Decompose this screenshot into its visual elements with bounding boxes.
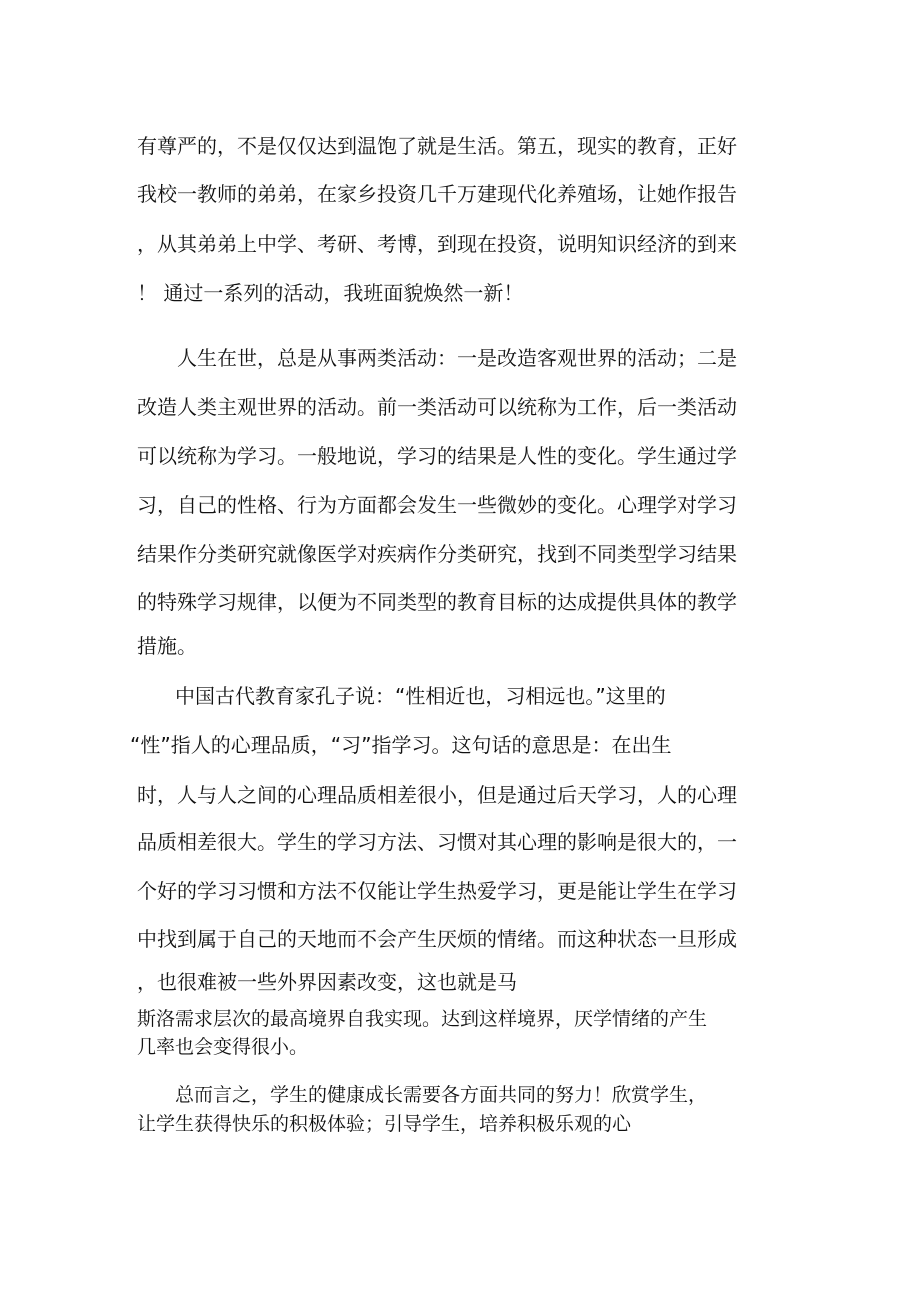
text-line: 个好的学习习惯和方法不仅能让学生热爱学习，更是能让学生在学习 [137, 879, 737, 903]
text-line: 人生在世，总是从事两类活动：一是改造客观世界的活动；二是 [177, 346, 737, 370]
text-line: 的特殊学习规律，以便为不同类型的教育目标的达成提供具体的教学 [137, 590, 737, 614]
text-line: 总而言之，学生的健康成长需要各方面共同的努力！欣赏学生， [175, 1084, 708, 1106]
text-line: 品质相差很大。学生的学习方法、习惯对其心理的影响是很大的，一 [137, 830, 737, 854]
text-line: 结果作分类研究就像医学对疾病作分类研究，找到不同类型学习结果 [137, 542, 737, 566]
text-line: 斯洛需求层次的最高境界自我实现。达到这样境界，厌学情绪的产生 [137, 1008, 708, 1030]
text-line: 时，人与人之间的心理品质相差很小，但是通过后天学习，人的心理 [137, 783, 737, 807]
text-line: ，也很难被一些外界因素改变，这也就是马 [137, 970, 517, 994]
text-line: 改造人类主观世界的活动。前一类活动可以统称为工作，后一类活动 [137, 395, 737, 419]
text-line: 几率也会变得很小。 [137, 1036, 309, 1058]
text-line: 措施。 [137, 634, 197, 658]
text-line: 中国古代教育家孔子说：“性相近也，习相远也。”这里的 [175, 684, 666, 708]
text-line: ！ 通过一系列的活动，我班面貌焕然一新！ [137, 281, 524, 305]
text-line: 让学生获得快乐的积极体验；引导学生，培养积极乐观的心 [137, 1113, 632, 1135]
text-line: ，从其弟弟上中学、考研、考博，到现在投资，说明知识经济的到来 [137, 232, 737, 256]
text-line: 中找到属于自己的天地而不会产生厌烦的情绪。而这种状态一旦形成 [137, 927, 737, 951]
text-line: 有尊严的，不是仅仅达到温饱了就是生活。第五，现实的教育，正好 [137, 134, 737, 158]
text-line: 我校一教师的弟弟，在家乡投资几千万建现代化养殖场，让她作报告 [137, 182, 737, 206]
text-line: 可以统称为学习。一般地说，学习的结果是人性的变化。学生通过学 [137, 444, 737, 468]
text-line: 习，自己的性格、行为方面都会发生一些微妙的变化。心理学对学习 [137, 493, 737, 517]
text-line: “性”指人的心理品质，“习”指学习。这句话的意思是：在出生 [130, 733, 672, 757]
